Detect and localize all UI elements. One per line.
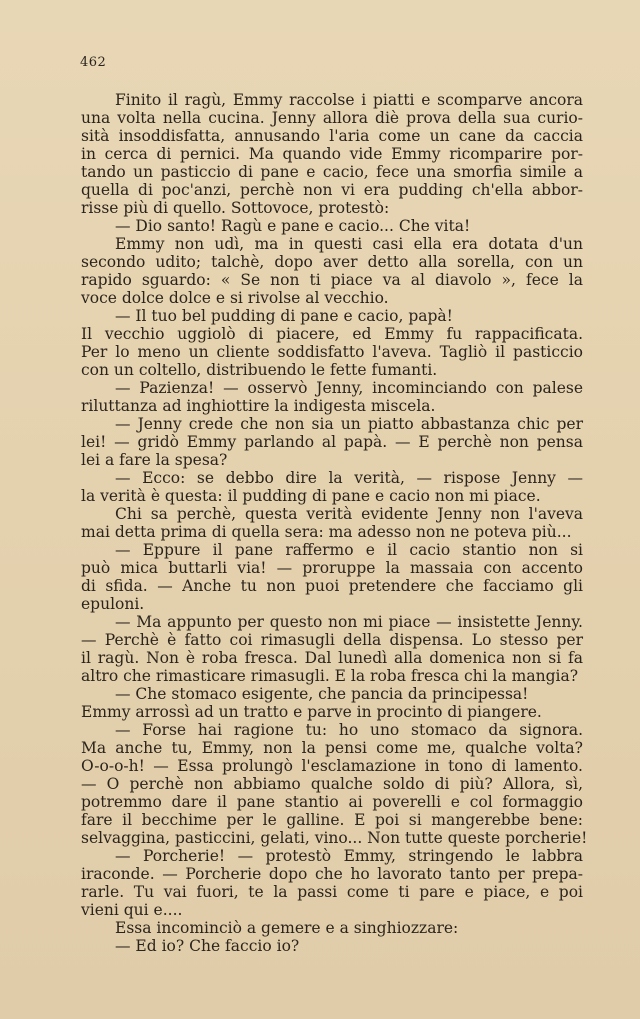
text-line: — Eppure il pane raffermo e il cacio stantio non si	[115, 541, 583, 559]
text-line: vieni qui e....	[81, 901, 183, 919]
text-line: una volta nella cucina. Jenny allora diè prova della sua curio-	[81, 109, 583, 127]
text-line: — Ed io? Che faccio io?	[115, 937, 300, 955]
text-line: Finito il ragù, Emmy raccolse i piatti e scomparve ancora	[115, 91, 583, 109]
text-line: — Il tuo bel pudding di pane e cacio, papà!	[115, 307, 453, 325]
text-line: Essa incominciò a gemere e a singhiozzare:	[115, 919, 459, 937]
text-line: Per lo meno un cliente soddisfatto l'aveva. Tagliò il pasticcio	[81, 343, 583, 361]
text-line: voce dolce dolce e si rivolse al vecchio.	[81, 289, 389, 307]
text-line: quella di poc'anzi, perchè non vi era pudding ch'ella abbor-	[81, 181, 583, 199]
text-line: — Che stomaco esigente, che pancia da principessa!	[115, 685, 529, 703]
text-line: — Ecco: se debbo dire la verità, — rispose Jenny —	[115, 469, 583, 487]
text-line: tando un pasticcio di pane e cacio, fece una smorfia simile a	[81, 163, 583, 181]
text-line: lei a fare la spesa?	[81, 451, 228, 469]
text-line: può mica buttarli via! — proruppe la massaia con accento	[81, 559, 583, 577]
text-line: Emmy arrossì ad un tratto e parve in procinto di piangere.	[81, 703, 542, 721]
text-line: altro che rimasticare rimasugli. E la roba fresca chi la mangia?	[81, 667, 579, 685]
text-line: secondo udito; talchè, dopo aver detto alla sorella, con un	[81, 253, 583, 271]
text-line: di sfida. — Anche tu non puoi pretendere che facciamo gli	[81, 577, 583, 595]
text-line: epuloni.	[81, 595, 145, 613]
text-line: rapido sguardo: « Se non ti piace va al diavolo », fece la	[81, 271, 583, 289]
text-line: — Jenny crede che non sia un piatto abbastanza chic per	[115, 415, 583, 433]
text-line: fare il becchime per le galline. E poi si mangerebbe bene:	[81, 811, 583, 829]
text-line: lei! — gridò Emmy parlando al papà. — E perchè non pensa	[81, 433, 583, 451]
text-line: sità insoddisfatta, annusando l'aria come un cane da caccia	[81, 127, 583, 145]
text-line: Il vecchio uggiolò di piacere, ed Emmy fu rappacificata.	[81, 325, 583, 343]
body-text	[81, 91, 588, 955]
text-line: — Ma appunto per questo non mi piace — insistette Jenny.	[115, 613, 583, 631]
text-line: selvaggina, pasticcini, gelati, vino... Non tutte queste porcherie!	[81, 829, 588, 847]
text-line: la verità è questa: il pudding di pane e cacio non mi piace.	[81, 487, 541, 505]
text-line: iraconde. — Porcherie dopo che ho lavorato tanto per prepa-	[81, 865, 583, 883]
text-line: Chi sa perchè, questa verità evidente Jenny non l'aveva	[115, 505, 583, 523]
text-line: rarle. Tu vai fuori, te la passi come ti pare e piace, e poi	[81, 883, 583, 901]
text-line: — Perchè è fatto coi rimasugli della dispensa. Lo stesso per	[81, 631, 583, 649]
text-line: Ma anche tu, Emmy, non la pensi come me, qualche volta?	[81, 739, 583, 757]
text-line: con un coltello, distribuendo le fette fumanti.	[81, 361, 438, 379]
text-line: Emmy non udì, ma in questi casi ella era dotata d'un	[115, 235, 583, 253]
text-line: risse più di quello. Sottovoce, protestò:	[81, 199, 390, 217]
page-number: 462	[80, 55, 107, 70]
text-line: — Forse hai ragione tu: ho uno stomaco da signora.	[115, 721, 583, 739]
text-line: riluttanza ad inghiottire la indigesta miscela.	[81, 397, 436, 415]
text-line: in cerca di pernici. Ma quando vide Emmy ricomparire por-	[81, 145, 583, 163]
text-line: mai detta prima di quella sera: ma adesso non ne poteva più...	[81, 523, 572, 541]
text-line: il ragù. Non è roba fresca. Dal lunedì alla domenica non si fa	[81, 649, 583, 667]
text-line: potremmo dare il pane stantio ai poverelli e col formaggio	[81, 793, 583, 811]
text-line: — O perchè non abbiamo qualche soldo di più? Allora, sì,	[81, 775, 583, 793]
text-line: — Porcherie! — protestò Emmy, stringendo le labbra	[115, 847, 583, 865]
text-line: O-o-o-h! — Essa prolungò l'esclamazione in tono di lamento.	[81, 757, 583, 775]
text-line: — Dio santo! Ragù e pane e cacio... Che vita!	[115, 217, 471, 235]
text-line: — Pazienza! — osservò Jenny, incominciando con palese	[115, 379, 583, 397]
